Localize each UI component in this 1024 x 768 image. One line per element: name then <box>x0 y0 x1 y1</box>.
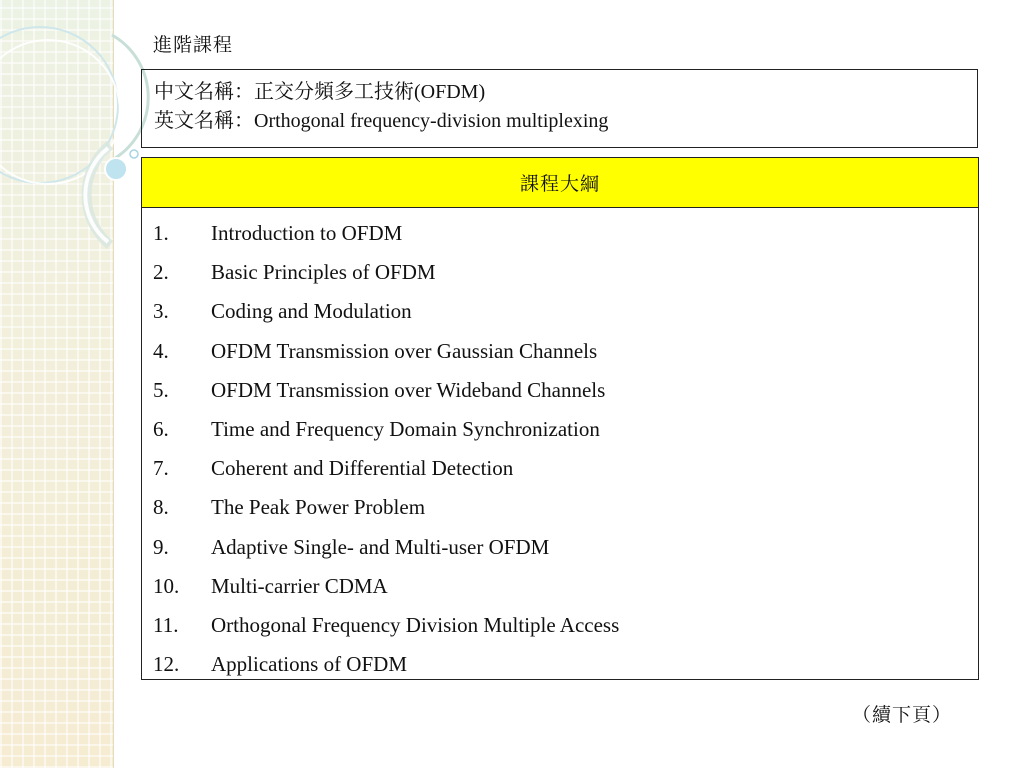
item-text: Basic Principles of OFDM <box>211 260 436 285</box>
continued-note: （續下頁） <box>852 704 953 726</box>
item-number: 8. <box>153 495 169 520</box>
item-text: The Peak Power Problem <box>211 495 426 520</box>
outline-item <box>142 645 978 684</box>
item-text: Time and Frequency Domain Synchronization <box>211 417 600 442</box>
item-text: Coherent and Differential Detection <box>211 456 514 481</box>
english-course-name: 英文名稱：Orthogonal frequency-division multiplexing <box>154 110 609 132</box>
item-number: 4. <box>153 338 169 363</box>
item-text: OFDM Transmission over Wideband Channels <box>211 377 606 402</box>
item-number: 1. <box>153 221 169 246</box>
item-number: 7. <box>153 456 169 481</box>
outline-item <box>142 410 978 449</box>
outline-item <box>142 488 978 527</box>
item-number: 5. <box>153 377 169 402</box>
outline-item <box>142 332 978 371</box>
slide-title: 進階課程 <box>153 34 234 56</box>
chinese-course-name: 中文名稱：正交分頻多工技術(OFDM) <box>154 81 486 103</box>
item-text: OFDM Transmission over Gaussian Channels <box>211 338 598 363</box>
decorative-side-strip <box>0 0 114 768</box>
outline-item <box>142 528 978 567</box>
outline-header: 課程大綱 <box>142 158 978 208</box>
outline-item <box>142 214 978 253</box>
decorative-dot-small <box>130 150 138 158</box>
item-number: 10. <box>153 573 180 598</box>
outline-item <box>142 606 978 645</box>
item-number: 11. <box>153 612 179 637</box>
outline-item <box>142 292 978 331</box>
outline-list <box>142 208 978 684</box>
item-number: 9. <box>153 534 169 559</box>
item-number: 6. <box>153 417 169 442</box>
item-number: 12. <box>153 652 180 677</box>
item-text: Introduction to OFDM <box>211 221 403 246</box>
item-number: 2. <box>153 260 169 285</box>
outline-item <box>142 253 978 292</box>
course-outline-table <box>141 157 979 680</box>
outline-item <box>142 449 978 488</box>
item-text: Adaptive Single- and Multi-user OFDM <box>211 534 550 559</box>
item-text: Multi-carrier CDMA <box>211 573 388 598</box>
outline-item <box>142 371 978 410</box>
item-text: Applications of OFDM <box>211 652 407 677</box>
item-text: Coding and Modulation <box>211 299 412 324</box>
outline-item <box>142 567 978 606</box>
course-name-box <box>141 69 978 148</box>
item-number: 3. <box>153 299 169 324</box>
item-text: Orthogonal Frequency Division Multiple Access <box>211 612 620 637</box>
